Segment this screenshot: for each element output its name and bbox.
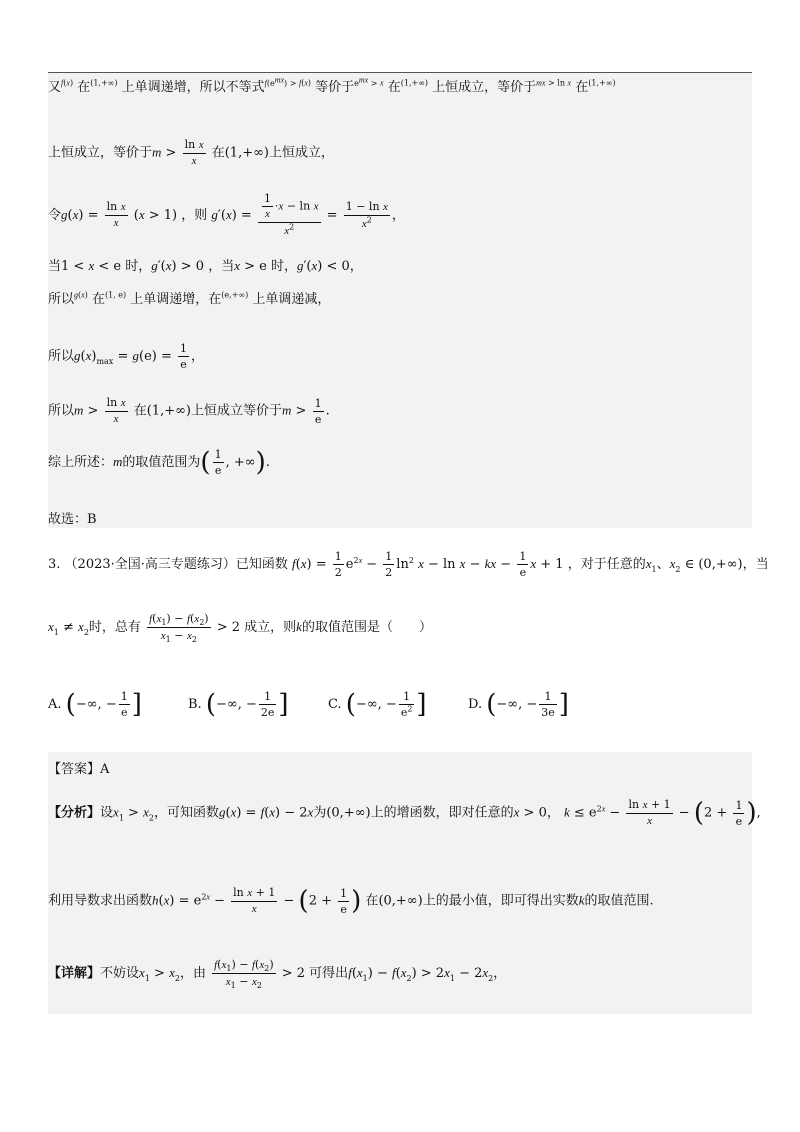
solution-line-2: 上恒成立，等价于m > $\frac{\text{ln x}}{x}$ 在(1,+∞)上恒成立， <box>48 138 335 168</box>
solution-line-7: 所以m > $\frac{\text{ln x}}{x}$ 在(1,+∞)上恒成立等价于m > $\frac{1}{e}$ . <box>48 396 330 426</box>
solution-line-8: 综上所述：m的取值范围为( $\frac{1}{e}$ , +∞). <box>48 447 270 478</box>
option-a[interactable]: A. (−∞, − $\frac{1}{e}$ ] <box>48 689 142 720</box>
solution-line-1: 又$^{f(x)}$ 在$^{(1,+\infty)}$ 上单调递增，所以不等式$^{f(e^{mx}) >}$ $^{f(x)}$ 等价于$^{e^{mx} >}$ $^x$ 在$^{(1,+\infty)}$ 上恒成立，等价于$^{mx}$ $^{> ln}$ $^x$ 在$^{(1,+\infty)}$ <box>48 75 616 95</box>
solution-line-5: 所以$^{g(x)}$ 在$^{(1, e)}$ 上单调递增，在$^{(e,+\infty)}$ 上单调递减， <box>48 290 331 307</box>
top-rule <box>48 72 752 73</box>
detail-line-1: 【详解】不妨设$x_1 > x_2$，由 $\frac{f(x_1) - f(x_2)}{x_1 - x_2}$ > 2 可得出$f(x_1) - f(x_2) > 2x_1 - 2x_2$， <box>48 958 507 991</box>
question-line-2: $x_1 \ne x_2$时，总有 $\frac{f(x_1) - f(x_2)}{x_1 - x_2}$ > 2 成立，则k的取值范围是（ ） <box>48 612 432 645</box>
question-line-1: 3. （2023·全国·高三专题练习）已知函数 f(x) = $\frac{1}{2}$ $e^{2x}$ − $\frac{1}{2}$ $\ln^2 x - \ln x$ − kx − $\frac{1}{e}$ x + 1 ，对于任意的$x_1$、$x_2$ ∈ (0,+∞)，当 <box>48 550 769 580</box>
solution-line-6: 所以$g(x)_{max} = g(e)$ = $\frac{1}{e}$ ， <box>48 342 205 372</box>
answer-heading: 【答案】A <box>48 762 110 777</box>
analysis-line-2: 利用导数求出函数$h(x) = e^{2x}$ − $\frac{\text{ln x + 1}}{x}$ − (2 + $\frac{1}{e}$ ) 在(0,+∞)上的最小值，即可得出实数k的取值范围. <box>48 886 654 917</box>
solution-choice: 故选：B <box>48 512 97 527</box>
analysis-line-1: 【分析】设$x_1 > x_2$，可知函数g(x) = f(x) − 2x为(0,+∞)上的增函数，即对任意的x > 0， $k \le e^{2x}$ − $\frac{\text{ln x + 1}}{x}$ − (2 + $\frac{1}{e}$ ), <box>48 798 761 829</box>
option-d[interactable]: D. (−∞, − $\frac{1}{3e}$ ] <box>468 689 569 720</box>
solution-line-3: 令g(x) = $\frac{\text{ln x}}{x}$ (x > 1) ，则 g′(x) = $\frac{1}{x}$ ·x − ln x $x^2$ = $\frac{\text{1 − ln x}}{x^2}$ ， <box>48 192 405 238</box>
option-b[interactable]: B. (−∞, − $\frac{1}{2e}$ ] <box>188 689 289 720</box>
solution-line-4: 当1 < x < e 时，g′(x) > 0 ，当x > e 时，g′(x) < 0， <box>48 258 363 274</box>
option-c[interactable]: C. (−∞, − $\frac{1}{e^2}$ ] <box>328 689 427 720</box>
